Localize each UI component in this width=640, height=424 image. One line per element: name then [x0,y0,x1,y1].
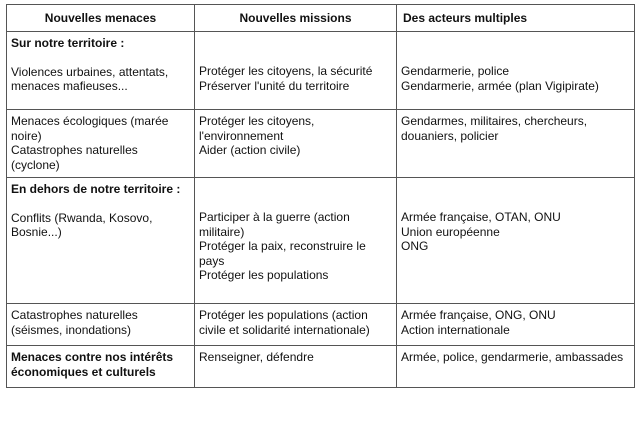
missions-cell [195,304,397,346]
missions-cell [195,178,397,304]
actors-cell [397,32,635,110]
actors-cell [397,110,635,178]
table-row [7,178,635,304]
threat-cell [7,110,195,178]
section-title-abroad: En dehors de notre territoire : [11,182,181,196]
actor-text: Armée, police, gendarmerie, ambassades [401,350,624,364]
threat-cell [7,304,195,346]
section-title-territory: Sur notre territoire : [11,36,125,50]
threat-text: Violences urbaines, attentats, menaces mafieuses... [11,64,169,93]
mission-text: Protéger la paix, reconstruire le pays [199,239,366,268]
table-row [7,346,635,388]
threat-cell [7,346,195,388]
actor-text: Gendarmerie, police [401,64,510,78]
mission-text: Préserver l'unité du territoire [199,78,350,93]
actor-text: Armée française, ONG, ONU [401,308,556,322]
table-row [7,32,635,110]
header-missions: Nouvelles missions [195,5,397,32]
mission-text: Protéger les populations [199,268,329,282]
table-row [7,110,635,178]
actor-text: Gendarmerie, armée (plan Vigipirate) [401,78,599,93]
missions-cell [195,346,397,388]
header-threats: Nouvelles menaces [7,5,195,32]
threat-text: Conflits (Rwanda, Kosovo, Bosnie...) [11,210,153,239]
actor-text: Gendarmes, militaires, chercheurs, douaniers, policier [401,114,588,143]
actors-cell [397,304,635,346]
mission-text: Aider (action civile) [199,143,301,157]
table-row [7,304,635,346]
threat-text: Catastrophes naturelles (cyclone) [11,143,138,172]
actor-text: Action internationale [401,322,510,337]
actor-text: Armée française, OTAN, ONU [401,210,561,224]
mission-text: Participer à la guerre (action militaire) [199,210,350,239]
mission-text: Protéger les citoyens, la sécurité [199,64,373,78]
threat-text-bold: Menaces contre nos intérêts économiques et culturels [11,350,174,379]
threat-text: Menaces écologiques (marée noire) [11,114,169,143]
header-actors: Des acteurs multiples [397,5,635,32]
actor-text: ONG [401,239,429,253]
mission-text: Protéger les citoyens, l'environnement [199,114,315,143]
missions-cell [195,110,397,178]
threats-table [6,4,635,388]
header-row [7,5,635,32]
actor-text: Union européenne [401,224,500,239]
actors-cell [397,346,635,388]
threat-cell [7,32,195,110]
mission-text: Protéger les populations (action civile et solidarité internationale) [199,308,370,337]
mission-text: Renseigner, défendre [199,350,314,364]
actors-cell [397,178,635,304]
threat-cell [7,178,195,304]
missions-cell [195,32,397,110]
threat-text: Catastrophes naturelles (séismes, inondations) [11,308,138,337]
